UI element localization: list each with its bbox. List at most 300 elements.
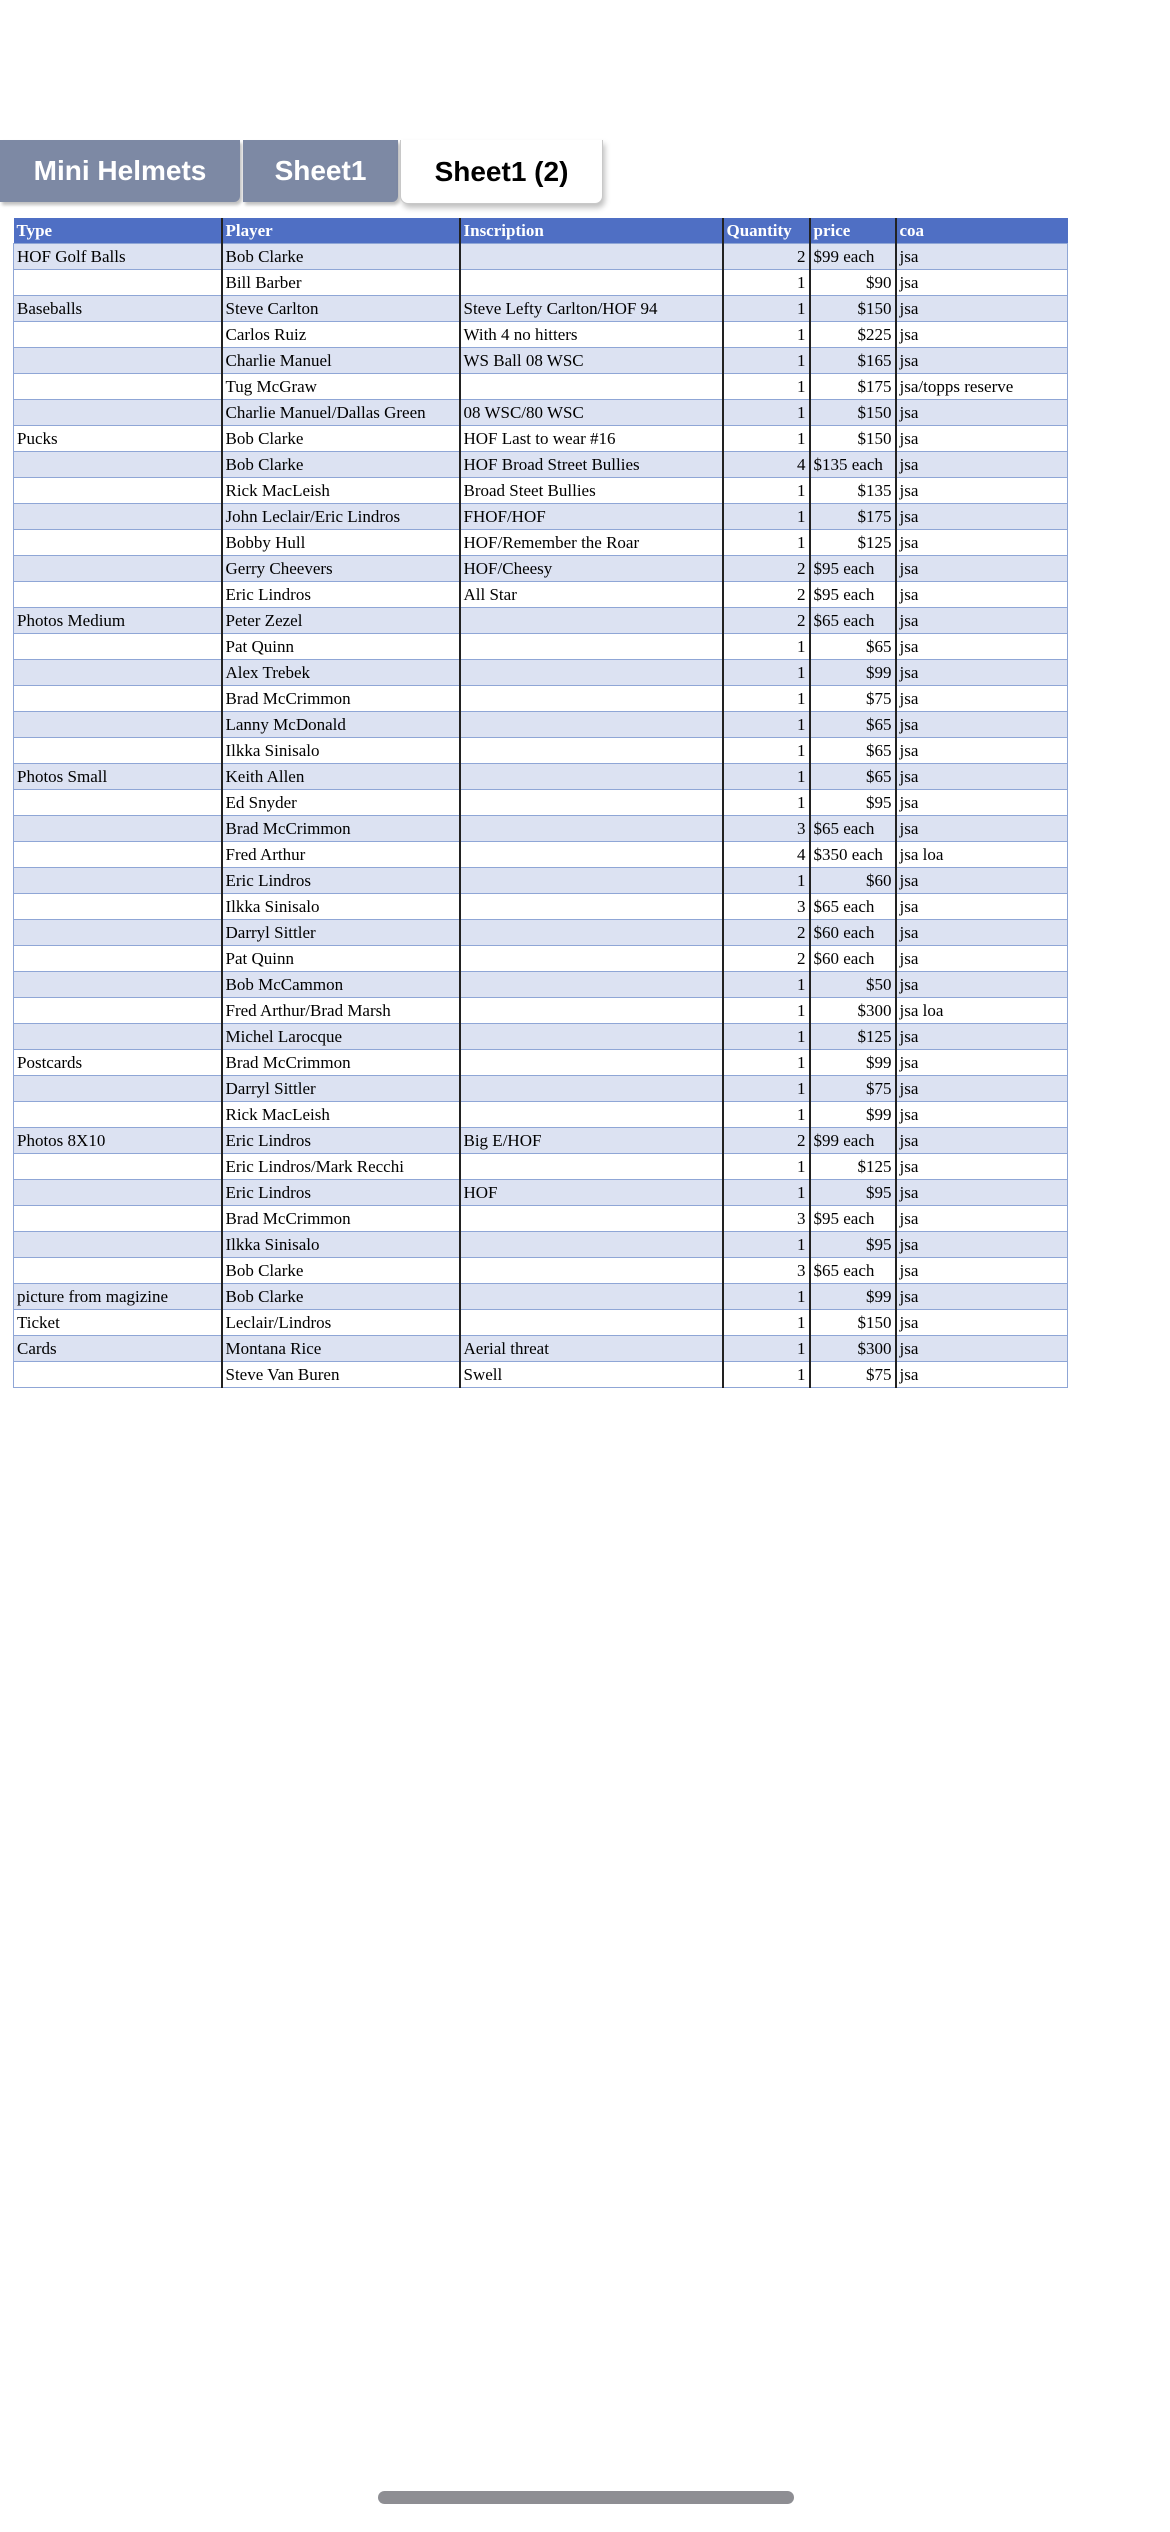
tab-sheet1[interactable]: Sheet1 [243, 140, 398, 202]
cell-price[interactable]: $90 [810, 270, 896, 296]
cell-inscription[interactable] [460, 1024, 723, 1050]
cell-type[interactable] [14, 1180, 222, 1206]
cell-type[interactable]: Baseballs [14, 296, 222, 322]
cell-price[interactable]: $75 [810, 1362, 896, 1388]
cell-quantity[interactable]: 1 [723, 1024, 810, 1050]
cell-quantity[interactable]: 1 [723, 634, 810, 660]
cell-inscription[interactable]: With 4 no hitters [460, 322, 723, 348]
cell-price[interactable]: $150 [810, 1310, 896, 1336]
cell-quantity[interactable]: 1 [723, 530, 810, 556]
cell-price[interactable]: $60 [810, 868, 896, 894]
cell-coa[interactable]: jsa [896, 530, 1068, 556]
table-row [14, 894, 1068, 920]
cell-coa[interactable]: jsa [896, 1336, 1068, 1362]
cell-player[interactable]: Pat Quinn [222, 634, 460, 660]
cell-type[interactable] [14, 1024, 222, 1050]
cell-inscription[interactable]: HOF Broad Street Bullies [460, 452, 723, 478]
cell-price[interactable]: $350 each [810, 842, 896, 868]
cell-quantity[interactable]: 1 [723, 686, 810, 712]
cell-type[interactable] [14, 582, 222, 608]
cell-type[interactable] [14, 530, 222, 556]
cell-quantity[interactable]: 1 [723, 1102, 810, 1128]
table-row [14, 374, 1068, 400]
cell-quantity[interactable]: 1 [723, 348, 810, 374]
table-row [14, 712, 1068, 738]
cell-price[interactable]: $135 each [810, 452, 896, 478]
cell-coa[interactable]: jsa [896, 1362, 1068, 1388]
cell-price[interactable]: $50 [810, 972, 896, 998]
cell-quantity[interactable]: 1 [723, 322, 810, 348]
cell-coa[interactable]: jsa [896, 1258, 1068, 1284]
cell-coa[interactable]: jsa [896, 400, 1068, 426]
cell-inscription[interactable]: Swell [460, 1362, 723, 1388]
cell-inscription[interactable]: WS Ball 08 WSC [460, 348, 723, 374]
cell-player[interactable]: Peter Zezel [222, 608, 460, 634]
cell-player[interactable]: Gerry Cheevers [222, 556, 460, 582]
cell-price[interactable]: $165 [810, 348, 896, 374]
cell-price[interactable]: $150 [810, 400, 896, 426]
cell-price[interactable]: $65 each [810, 816, 896, 842]
cell-type[interactable]: picture from magizine [14, 1284, 222, 1310]
table-row [14, 270, 1068, 296]
cell-player[interactable]: Eric Lindros [222, 868, 460, 894]
cell-type[interactable] [14, 400, 222, 426]
cell-player[interactable]: Brad McCrimmon [222, 816, 460, 842]
table-row [14, 764, 1068, 790]
cell-quantity[interactable]: 2 [723, 582, 810, 608]
cell-inscription[interactable]: Aerial threat [460, 1336, 723, 1362]
cell-player[interactable]: Ilkka Sinisalo [222, 738, 460, 764]
cell-type[interactable]: Pucks [14, 426, 222, 452]
cell-player[interactable]: Ilkka Sinisalo [222, 894, 460, 920]
cell-price[interactable]: $95 each [810, 556, 896, 582]
cell-price[interactable]: $95 [810, 1180, 896, 1206]
cell-player[interactable]: Bob Clarke [222, 1258, 460, 1284]
cell-player[interactable]: Darryl Sittler [222, 920, 460, 946]
cell-player[interactable]: Michel Larocque [222, 1024, 460, 1050]
cell-type[interactable] [14, 452, 222, 478]
cell-coa[interactable]: jsa [896, 1232, 1068, 1258]
cell-type[interactable] [14, 1154, 222, 1180]
cell-quantity[interactable]: 1 [723, 1362, 810, 1388]
table-row [14, 426, 1068, 452]
cell-inscription[interactable] [460, 1284, 723, 1310]
column-header-type[interactable]: Type [14, 218, 222, 244]
cell-type[interactable]: Ticket [14, 1310, 222, 1336]
cell-player[interactable]: Keith Allen [222, 764, 460, 790]
cell-inscription[interactable]: 08 WSC/80 WSC [460, 400, 723, 426]
cell-type[interactable] [14, 920, 222, 946]
cell-coa[interactable]: jsa [896, 1076, 1068, 1102]
cell-type[interactable]: Photos 8X10 [14, 1128, 222, 1154]
cell-quantity[interactable]: 2 [723, 920, 810, 946]
cell-player[interactable]: Montana Rice [222, 1336, 460, 1362]
cell-player[interactable]: Eric Lindros [222, 582, 460, 608]
cell-coa[interactable]: jsa [896, 1154, 1068, 1180]
cell-coa[interactable]: jsa [896, 946, 1068, 972]
cell-inscription[interactable] [460, 972, 723, 998]
cell-price[interactable]: $99 each [810, 244, 896, 270]
cell-coa[interactable]: jsa [896, 452, 1068, 478]
cell-price[interactable]: $65 [810, 712, 896, 738]
cell-coa[interactable]: jsa [896, 634, 1068, 660]
cell-player[interactable]: Leclair/Lindros [222, 1310, 460, 1336]
cell-coa[interactable]: jsa [896, 686, 1068, 712]
cell-inscription[interactable] [460, 868, 723, 894]
cell-price[interactable]: $225 [810, 322, 896, 348]
cell-player[interactable]: Steve Carlton [222, 296, 460, 322]
cell-coa[interactable]: jsa [896, 764, 1068, 790]
cell-coa[interactable]: jsa [896, 920, 1068, 946]
cell-type[interactable] [14, 504, 222, 530]
cell-inscription[interactable]: Broad Steet Bullies [460, 478, 723, 504]
cell-player[interactable]: Bob Clarke [222, 426, 460, 452]
cell-quantity[interactable]: 2 [723, 556, 810, 582]
cell-quantity[interactable]: 1 [723, 426, 810, 452]
cell-quantity[interactable]: 1 [723, 1076, 810, 1102]
cell-price[interactable]: $95 each [810, 1206, 896, 1232]
table-row [14, 1310, 1068, 1336]
cell-player[interactable]: Steve Van Buren [222, 1362, 460, 1388]
cell-type[interactable] [14, 816, 222, 842]
cell-player[interactable]: John Leclair/Eric Lindros [222, 504, 460, 530]
cell-inscription[interactable] [460, 374, 723, 400]
cell-inscription[interactable] [460, 764, 723, 790]
cell-price[interactable]: $65 [810, 634, 896, 660]
cell-quantity[interactable]: 1 [723, 738, 810, 764]
cell-quantity[interactable]: 1 [723, 764, 810, 790]
cell-coa[interactable]: jsa [896, 790, 1068, 816]
cell-type[interactable] [14, 1258, 222, 1284]
cell-type[interactable] [14, 894, 222, 920]
cell-coa[interactable]: jsa [896, 322, 1068, 348]
cell-price[interactable]: $95 [810, 1232, 896, 1258]
cell-inscription[interactable]: HOF Last to wear #16 [460, 426, 723, 452]
cell-type[interactable] [14, 374, 222, 400]
tab-mini-helmets[interactable]: Mini Helmets [0, 140, 240, 202]
cell-quantity[interactable]: 1 [723, 1310, 810, 1336]
cell-player[interactable]: Bob Clarke [222, 452, 460, 478]
cell-inscription[interactable] [460, 738, 723, 764]
cell-price[interactable]: $95 [810, 790, 896, 816]
cell-price[interactable]: $300 [810, 998, 896, 1024]
cell-player[interactable]: Rick MacLeish [222, 478, 460, 504]
cell-inscription[interactable] [460, 790, 723, 816]
cell-player[interactable]: Tug McGraw [222, 374, 460, 400]
cell-quantity[interactable]: 1 [723, 1154, 810, 1180]
cell-coa[interactable]: jsa [896, 660, 1068, 686]
cell-inscription[interactable]: HOF/Cheesy [460, 556, 723, 582]
table-row [14, 868, 1068, 894]
cell-inscription[interactable] [460, 712, 723, 738]
table-row [14, 738, 1068, 764]
cell-price[interactable]: $99 [810, 1284, 896, 1310]
cell-type[interactable]: Photos Medium [14, 608, 222, 634]
cell-player[interactable]: Carlos Ruiz [222, 322, 460, 348]
cell-price[interactable]: $150 [810, 426, 896, 452]
cell-price[interactable]: $65 each [810, 1258, 896, 1284]
cell-inscription[interactable] [460, 842, 723, 868]
header-row [14, 218, 1068, 244]
cell-coa[interactable]: jsa [896, 1102, 1068, 1128]
table-row [14, 946, 1068, 972]
cell-type[interactable] [14, 322, 222, 348]
cell-inscription[interactable] [460, 1206, 723, 1232]
column-header-price[interactable]: price [810, 218, 896, 244]
cell-player[interactable]: Bob Clarke [222, 244, 460, 270]
cell-coa[interactable]: jsa [896, 1050, 1068, 1076]
table-row [14, 504, 1068, 530]
cell-player[interactable]: Darryl Sittler [222, 1076, 460, 1102]
cell-type[interactable] [14, 1362, 222, 1388]
cell-coa[interactable]: jsa loa [896, 842, 1068, 868]
cell-type[interactable] [14, 1102, 222, 1128]
cell-price[interactable]: $300 [810, 1336, 896, 1362]
cell-inscription[interactable] [460, 1154, 723, 1180]
cell-coa[interactable]: jsa [896, 1024, 1068, 1050]
cell-inscription[interactable] [460, 920, 723, 946]
cell-inscription[interactable]: HOF [460, 1180, 723, 1206]
cell-coa[interactable]: jsa [896, 738, 1068, 764]
cell-coa[interactable]: jsa [896, 972, 1068, 998]
cell-inscription[interactable] [460, 946, 723, 972]
cell-coa[interactable]: jsa [896, 1128, 1068, 1154]
cell-player[interactable]: Bill Barber [222, 270, 460, 296]
cell-player[interactable]: Lanny McDonald [222, 712, 460, 738]
cell-price[interactable]: $175 [810, 504, 896, 530]
cell-price[interactable]: $65 [810, 764, 896, 790]
cell-inscription[interactable] [460, 1076, 723, 1102]
cell-price[interactable]: $99 [810, 1102, 896, 1128]
cell-type[interactable] [14, 946, 222, 972]
table-row [14, 244, 1068, 270]
cell-coa[interactable]: jsa [896, 868, 1068, 894]
cell-type[interactable] [14, 634, 222, 660]
cell-type[interactable] [14, 1232, 222, 1258]
cell-type[interactable]: Photos Small [14, 764, 222, 790]
cell-quantity[interactable]: 1 [723, 790, 810, 816]
cell-coa[interactable]: jsa [896, 478, 1068, 504]
cell-inscription[interactable] [460, 660, 723, 686]
cell-price[interactable]: $125 [810, 530, 896, 556]
cell-player[interactable]: Bob McCammon [222, 972, 460, 998]
column-header-player[interactable]: Player [222, 218, 460, 244]
cell-type[interactable] [14, 790, 222, 816]
cell-player[interactable]: Brad McCrimmon [222, 1050, 460, 1076]
cell-quantity[interactable]: 3 [723, 816, 810, 842]
cell-price[interactable]: $65 [810, 738, 896, 764]
cell-player[interactable]: Fred Arthur [222, 842, 460, 868]
cell-coa[interactable]: jsa [896, 712, 1068, 738]
cell-coa[interactable]: jsa [896, 1180, 1068, 1206]
cell-type[interactable]: HOF Golf Balls [14, 244, 222, 270]
cell-price[interactable]: $99 [810, 660, 896, 686]
tab-sheet1-2[interactable]: Sheet1 (2) [400, 140, 603, 204]
cell-inscription[interactable] [460, 244, 723, 270]
cell-type[interactable] [14, 972, 222, 998]
cell-quantity[interactable]: 1 [723, 1180, 810, 1206]
cell-price[interactable]: $125 [810, 1154, 896, 1180]
cell-quantity[interactable]: 1 [723, 374, 810, 400]
cell-inscription[interactable] [460, 1050, 723, 1076]
cell-quantity[interactable]: 2 [723, 946, 810, 972]
cell-inscription[interactable] [460, 998, 723, 1024]
cell-type[interactable] [14, 348, 222, 374]
table-row [14, 400, 1068, 426]
cell-type[interactable] [14, 1076, 222, 1102]
table-row [14, 1258, 1068, 1284]
column-header-coa[interactable]: coa [896, 218, 1068, 244]
cell-player[interactable]: Brad McCrimmon [222, 1206, 460, 1232]
cell-inscription[interactable]: Steve Lefty Carlton/HOF 94 [460, 296, 723, 322]
cell-inscription[interactable] [460, 1258, 723, 1284]
cell-type[interactable] [14, 712, 222, 738]
cell-price[interactable]: $175 [810, 374, 896, 400]
cell-player[interactable]: Charlie Manuel [222, 348, 460, 374]
cell-price[interactable]: $135 [810, 478, 896, 504]
table-row [14, 608, 1068, 634]
cell-quantity[interactable]: 2 [723, 1128, 810, 1154]
cell-price[interactable]: $125 [810, 1024, 896, 1050]
cell-inscription[interactable] [460, 816, 723, 842]
cell-player[interactable]: Eric Lindros [222, 1180, 460, 1206]
cell-type[interactable] [14, 1206, 222, 1232]
cell-price[interactable]: $75 [810, 1076, 896, 1102]
cell-player[interactable]: Eric Lindros [222, 1128, 460, 1154]
cell-inscription[interactable]: FHOF/HOF [460, 504, 723, 530]
cell-price[interactable]: $65 each [810, 894, 896, 920]
table-row [14, 790, 1068, 816]
cell-type[interactable] [14, 660, 222, 686]
cell-player[interactable]: Charlie Manuel/Dallas Green [222, 400, 460, 426]
cell-coa[interactable]: jsa loa [896, 998, 1068, 1024]
cell-coa[interactable]: jsa [896, 296, 1068, 322]
cell-type[interactable] [14, 842, 222, 868]
cell-quantity[interactable]: 3 [723, 1206, 810, 1232]
cell-price[interactable]: $75 [810, 686, 896, 712]
cell-inscription[interactable]: HOF/Remember the Roar [460, 530, 723, 556]
cell-coa[interactable]: jsa [896, 582, 1068, 608]
cell-player[interactable]: Ilkka Sinisalo [222, 1232, 460, 1258]
cell-type[interactable] [14, 270, 222, 296]
column-header-inscription[interactable]: Inscription [460, 218, 723, 244]
cell-price[interactable]: $95 each [810, 582, 896, 608]
cell-price[interactable]: $65 each [810, 608, 896, 634]
cell-inscription[interactable] [460, 1310, 723, 1336]
cell-coa[interactable]: jsa [896, 270, 1068, 296]
cell-price[interactable]: $60 each [810, 946, 896, 972]
cell-coa[interactable]: jsa [896, 348, 1068, 374]
cell-quantity[interactable]: 1 [723, 400, 810, 426]
cell-player[interactable]: Bob Clarke [222, 1284, 460, 1310]
cell-coa[interactable]: jsa [896, 504, 1068, 530]
cell-inscription[interactable] [460, 270, 723, 296]
cell-inscription[interactable] [460, 634, 723, 660]
cell-coa[interactable]: jsa [896, 1310, 1068, 1336]
cell-price[interactable]: $99 each [810, 1128, 896, 1154]
cell-player[interactable]: Eric Lindros/Mark Recchi [222, 1154, 460, 1180]
cell-coa[interactable]: jsa [896, 1206, 1068, 1232]
cell-player[interactable]: Rick MacLeish [222, 1102, 460, 1128]
table-row [14, 582, 1068, 608]
cell-price[interactable]: $60 each [810, 920, 896, 946]
cell-type[interactable] [14, 868, 222, 894]
cell-inscription[interactable]: All Star [460, 582, 723, 608]
cell-coa[interactable]: jsa [896, 816, 1068, 842]
cell-player[interactable]: Bobby Hull [222, 530, 460, 556]
cell-type[interactable]: Cards [14, 1336, 222, 1362]
cell-quantity[interactable]: 1 [723, 660, 810, 686]
cell-quantity[interactable]: 1 [723, 998, 810, 1024]
column-header-quantity[interactable]: Quantity [723, 218, 810, 244]
cell-quantity[interactable]: 1 [723, 712, 810, 738]
cell-type[interactable] [14, 556, 222, 582]
cell-type[interactable] [14, 998, 222, 1024]
cell-quantity[interactable]: 1 [723, 1336, 810, 1362]
table-row [14, 1362, 1068, 1388]
cell-player[interactable]: Pat Quinn [222, 946, 460, 972]
cell-type[interactable] [14, 738, 222, 764]
cell-type[interactable] [14, 478, 222, 504]
cell-price[interactable]: $150 [810, 296, 896, 322]
cell-player[interactable]: Brad McCrimmon [222, 686, 460, 712]
cell-coa[interactable]: jsa [896, 244, 1068, 270]
cell-inscription[interactable] [460, 894, 723, 920]
cell-price[interactable]: $99 [810, 1050, 896, 1076]
table-row [14, 1232, 1068, 1258]
cell-quantity[interactable]: 1 [723, 1284, 810, 1310]
table-row [14, 1050, 1068, 1076]
cell-quantity[interactable]: 1 [723, 478, 810, 504]
cell-quantity[interactable]: 1 [723, 296, 810, 322]
cell-quantity[interactable]: 4 [723, 452, 810, 478]
table-row [14, 1154, 1068, 1180]
cell-quantity[interactable]: 1 [723, 270, 810, 296]
cell-quantity[interactable]: 3 [723, 1258, 810, 1284]
cell-player[interactable]: Ed Snyder [222, 790, 460, 816]
cell-quantity[interactable]: 1 [723, 972, 810, 998]
cell-inscription[interactable] [460, 1102, 723, 1128]
table-row [14, 1336, 1068, 1362]
cell-coa[interactable]: jsa [896, 556, 1068, 582]
table-row [14, 1102, 1068, 1128]
cell-quantity[interactable]: 2 [723, 244, 810, 270]
cell-quantity[interactable]: 3 [723, 894, 810, 920]
cell-inscription[interactable] [460, 1232, 723, 1258]
cell-player[interactable]: Fred Arthur/Brad Marsh [222, 998, 460, 1024]
cell-quantity[interactable]: 1 [723, 1050, 810, 1076]
cell-quantity[interactable]: 1 [723, 1232, 810, 1258]
cell-type[interactable]: Postcards [14, 1050, 222, 1076]
cell-quantity[interactable]: 2 [723, 608, 810, 634]
cell-coa[interactable]: jsa [896, 608, 1068, 634]
cell-coa[interactable]: jsa [896, 894, 1068, 920]
cell-coa[interactable]: jsa [896, 1284, 1068, 1310]
table-row [14, 634, 1068, 660]
table-row [14, 1180, 1068, 1206]
cell-quantity[interactable]: 4 [723, 842, 810, 868]
cell-inscription[interactable] [460, 686, 723, 712]
cell-player[interactable]: Alex Trebek [222, 660, 460, 686]
cell-coa[interactable]: jsa/topps reserve [896, 374, 1068, 400]
cell-inscription[interactable] [460, 608, 723, 634]
cell-type[interactable] [14, 686, 222, 712]
cell-quantity[interactable]: 1 [723, 504, 810, 530]
cell-inscription[interactable]: Big E/HOF [460, 1128, 723, 1154]
cell-quantity[interactable]: 1 [723, 868, 810, 894]
cell-coa[interactable]: jsa [896, 426, 1068, 452]
table-row [14, 1024, 1068, 1050]
